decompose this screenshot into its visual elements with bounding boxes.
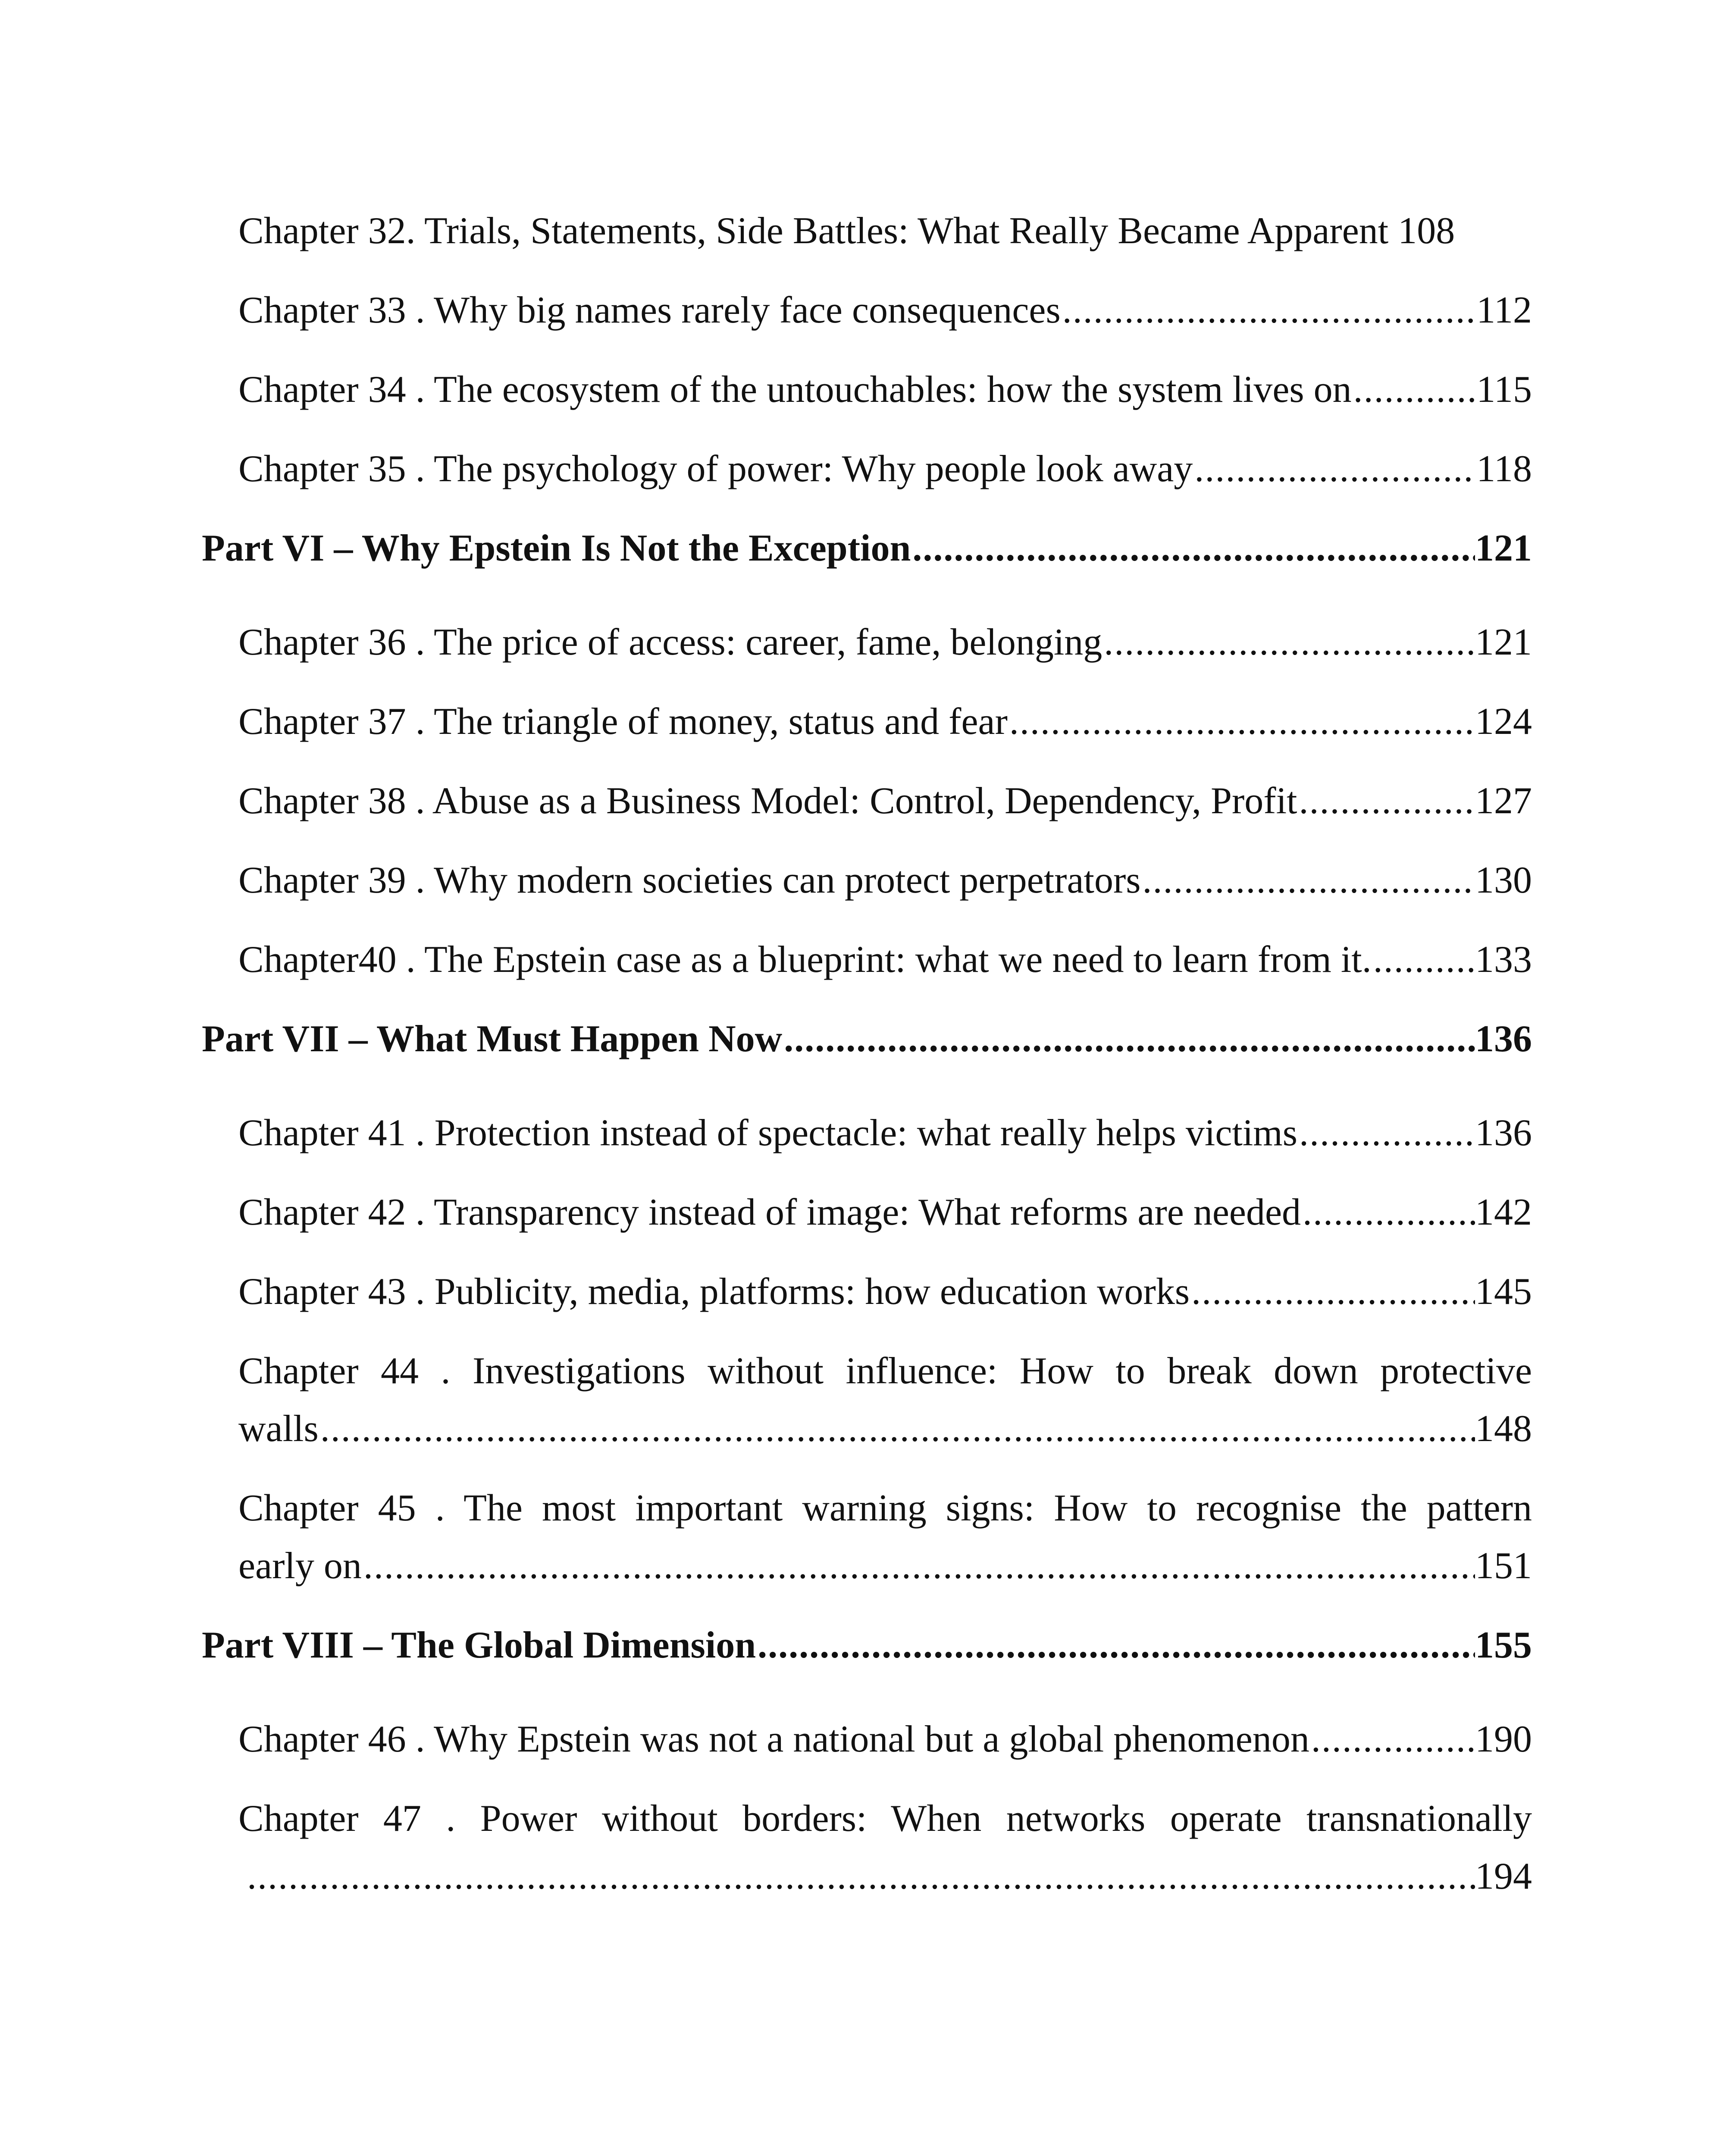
- entry-page-number: 121: [1475, 527, 1532, 569]
- dot-leader: [1141, 855, 1475, 906]
- entry-page-number: 124: [1475, 701, 1532, 743]
- toc-line: [238, 205, 1532, 257]
- entry-title: Part VII – What Must Happen Now: [202, 1018, 783, 1060]
- entry-title: Chapter 34 . The ecosystem of the untouchables: how the system lives on: [238, 369, 1352, 411]
- dot-leader: [1309, 1714, 1475, 1765]
- toc-line: [238, 1851, 1532, 1902]
- toc-line: [238, 1345, 1532, 1397]
- entry-title-line-2: early on: [238, 1545, 362, 1587]
- dot-leader: [238, 1851, 1475, 1902]
- entry-title-line-1: Chapter 47 . Power without borders: When networks operate transnationally: [238, 1798, 1532, 1839]
- dot-leader: [319, 1403, 1475, 1455]
- toc-line: [238, 934, 1532, 986]
- entry-title-line-1: Chapter 44 . Investigations without influence: How to break down protective: [238, 1350, 1532, 1392]
- dot-leader: [1352, 364, 1477, 416]
- dot-leader: [362, 1540, 1475, 1592]
- dot-leader: [1193, 443, 1476, 495]
- entry-page-number: 145: [1475, 1271, 1532, 1313]
- toc-line: [238, 1187, 1532, 1238]
- entry-title: Chapter40 . The Epstein case as a blueprint: what we need to learn from it.: [238, 939, 1372, 981]
- entry-title-line-1: Chapter 45 . The most important warning signs: How to recognise the pattern: [238, 1487, 1532, 1529]
- entry-title: Part VIII – The Global Dimension: [202, 1624, 756, 1666]
- entry-page-number: 142: [1475, 1191, 1532, 1233]
- toc-line: [202, 1620, 1532, 1671]
- toc-line: [238, 364, 1532, 416]
- entry-title: Chapter 35 . The psychology of power: Why people look away: [238, 448, 1193, 490]
- entry-title: Chapter 37 . The triangle of money, status and fear: [238, 701, 1008, 743]
- dot-leader: [1297, 1107, 1475, 1159]
- dot-leader: [1102, 617, 1475, 668]
- entry-page-number: 190: [1475, 1718, 1532, 1760]
- entry-page-number: 136: [1475, 1018, 1532, 1060]
- entry-page-number: 155: [1475, 1624, 1532, 1666]
- entry-title: Chapter 38 . Abuse as a Business Model: Control, Dependency, Profit: [238, 780, 1297, 822]
- dot-leader: [911, 523, 1475, 574]
- entry-title: Chapter 39 . Why modern societies can protect perpetrators: [238, 859, 1141, 901]
- toc-line: [238, 1714, 1532, 1765]
- entry-title: Chapter 36 . The price of access: career, fame, belonging: [238, 621, 1102, 663]
- entry-page-number: 127: [1475, 780, 1532, 822]
- toc-line: [238, 443, 1532, 495]
- entry-title-line-2: walls: [238, 1408, 319, 1450]
- toc-line: [238, 1403, 1532, 1455]
- entry-title: Chapter 42 . Transparency instead of image: What reforms are needed: [238, 1191, 1301, 1233]
- toc-line: [238, 1482, 1532, 1534]
- entry-title: Chapter 43 . Publicity, media, platforms: how education works: [238, 1271, 1190, 1313]
- entry-title: Part VI – Why Epstein Is Not the Exception: [202, 527, 911, 569]
- entry-page-number: 108: [1398, 210, 1455, 252]
- entry-page-number: 151: [1475, 1545, 1532, 1587]
- entry-page-number: 130: [1475, 859, 1532, 901]
- dot-leader: [756, 1620, 1475, 1671]
- toc-line: [238, 1266, 1532, 1318]
- dot-leader: [782, 1013, 1475, 1065]
- entry-page-number: 133: [1475, 939, 1532, 981]
- toc-line: [238, 775, 1532, 827]
- entry-page-number: 115: [1476, 369, 1532, 411]
- toc-line: [238, 617, 1532, 668]
- toc-line: [238, 285, 1532, 336]
- entry-title: Chapter 33 . Why big names rarely face consequences: [238, 289, 1061, 331]
- entry-title: Chapter 46 . Why Epstein was not a national but a global phenomenon: [238, 1718, 1309, 1760]
- entry-title: Chapter 32. Trials, Statements, Side Battles: What Really Became Apparent: [238, 210, 1389, 252]
- toc-line: [238, 855, 1532, 906]
- dot-leader: [1190, 1266, 1475, 1318]
- toc-line: [202, 523, 1532, 574]
- toc-line: [238, 1107, 1532, 1159]
- dot-leader: [1008, 696, 1475, 748]
- toc-line: [202, 1013, 1532, 1065]
- toc-line: [238, 1540, 1532, 1592]
- entry-page-number: 148: [1475, 1408, 1532, 1450]
- toc-line: [238, 696, 1532, 748]
- dot-leader: [1061, 285, 1477, 336]
- dot-leader: [1372, 934, 1475, 986]
- entry-page-number: 118: [1476, 448, 1532, 490]
- toc-line: [238, 1793, 1532, 1845]
- entry-title: Chapter 41 . Protection instead of spectacle: what really helps victims: [238, 1112, 1297, 1154]
- entry-page-number: 121: [1475, 621, 1532, 663]
- entry-page-number: 136: [1475, 1112, 1532, 1154]
- entry-page-number: 112: [1476, 289, 1532, 331]
- dot-leader: [1301, 1187, 1475, 1238]
- entry-page-number: 194: [1475, 1855, 1532, 1897]
- dot-leader: [1297, 775, 1475, 827]
